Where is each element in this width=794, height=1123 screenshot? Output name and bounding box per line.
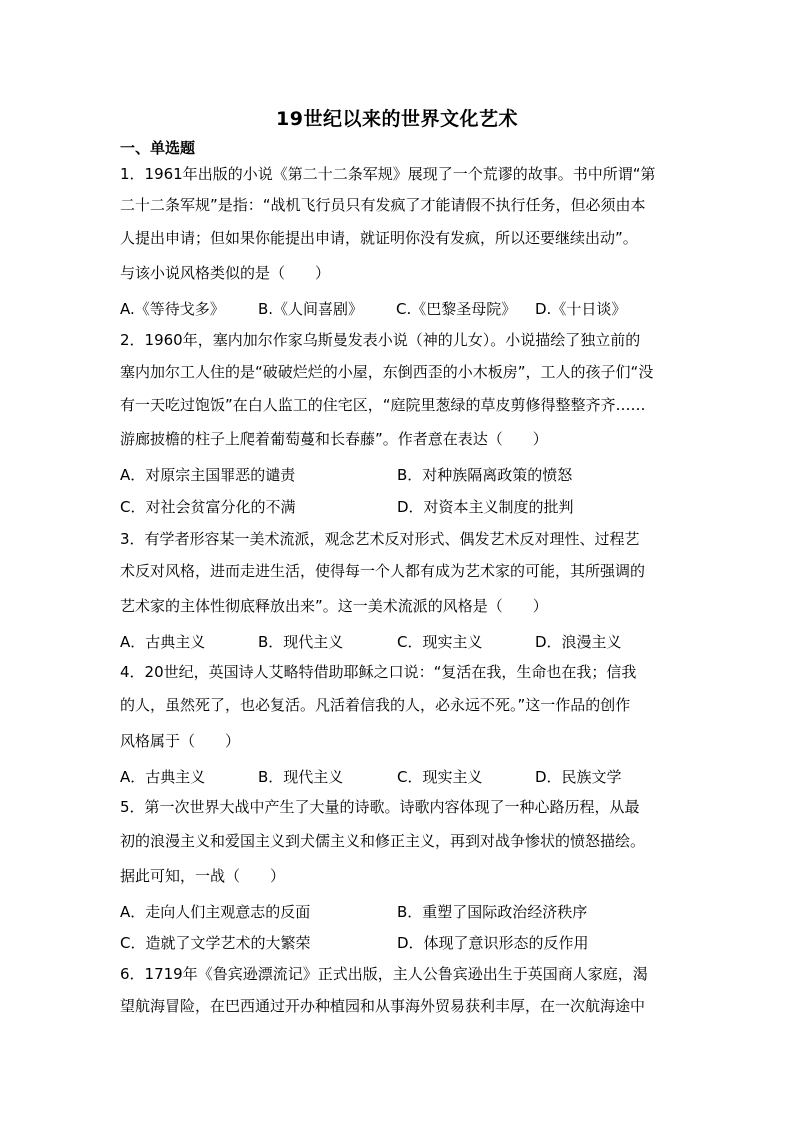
question-6-line-2: 望航海冒险，在巴西通过开办种植园和从事海外贸易获利丰厚，在一次航海途中 <box>120 997 646 1015</box>
question-4-option-a[interactable]: A．古典主义 <box>120 768 206 786</box>
question-2-line-1: 2．1960年，塞内加尔作家乌斯曼发表小说（神的儿女）。小说描绘了独立前的 <box>120 331 641 349</box>
question-3-line-3: 艺术家的主体性彻底释放出来”。这一美术流派的风格是（ ） <box>120 597 548 615</box>
question-3-line-1: 3．有学者形容某一美术流派，观念艺术反对形式、偶发艺术反对理性、过程艺 <box>120 530 640 548</box>
question-1-option-c[interactable]: C.《巴黎圣母院》 <box>396 300 517 318</box>
question-3-line-2: 术反对风格，进而走进生活，使得每一个人都有成为艺术家的可能，其所强调的 <box>120 562 646 580</box>
question-1-option-b[interactable]: B.《人间喜剧》 <box>258 300 364 318</box>
question-4-line-3: 风格属于（ ） <box>120 732 241 750</box>
question-2-option-b[interactable]: B．对种族隔离政策的愤怒 <box>397 466 573 484</box>
question-2-line-3: 有一天吃过饱饭”在白人监工的住宅区，“庭院里葱绿的草皮剪修得整整齐齐…… <box>120 396 646 414</box>
question-2-option-d[interactable]: D．对资本主义制度的批判 <box>397 498 574 516</box>
question-2-option-a[interactable]: A．对原宗主国罪恶的谴责 <box>120 466 296 484</box>
question-1-line-2: 二十二条军规”是指：“战机飞行员只有发疯了才能请假不执行任务，但必须由本 <box>120 196 646 214</box>
question-4-line-2: 的人，虽然死了，也必复活。凡活着信我的人，必永远不死。”这一作品的创作 <box>120 696 631 714</box>
question-2-line-2: 塞内加尔工人住的是“破破烂烂的小屋，东倒西歪的小木板房”，工人的孩子们“没 <box>120 363 654 381</box>
question-5-line-1: 5．第一次世界大战中产生了大量的诗歌。诗歌内容体现了一种心路历程，从最 <box>120 798 640 816</box>
question-2-line-4: 游廊披檐的柱子上爬着葡萄蔓和长春藤”。作者意在表达（ ） <box>120 430 548 448</box>
question-6-line-1: 6．1719年《鲁宾逊漂流记》正式出版，主人公鲁宾逊出生于英国商人家庭，渴 <box>120 965 648 983</box>
question-1-option-a[interactable]: A.《等待戈多》 <box>120 300 225 318</box>
question-4-option-d[interactable]: D．民族文学 <box>535 768 622 786</box>
question-5-option-c[interactable]: C．造就了文学艺术的大繁荣 <box>120 934 311 952</box>
question-4-option-b[interactable]: B．现代主义 <box>258 768 344 786</box>
question-1-option-d[interactable]: D.《十日谈》 <box>535 300 627 318</box>
question-3-option-b[interactable]: B．现代主义 <box>258 633 344 651</box>
question-4-option-c[interactable]: C．现实主义 <box>397 768 483 786</box>
question-5-option-d[interactable]: D．体现了意识形态的反作用 <box>397 934 589 952</box>
question-1-line-3: 人提出申请；但如果你能提出申请，就证明你没有发疯，所以还要继续出动”。 <box>120 229 638 247</box>
question-3-option-a[interactable]: A．古典主义 <box>120 633 206 651</box>
question-5-option-a[interactable]: A．走向人们主观意志的反面 <box>120 903 311 921</box>
question-5-option-b[interactable]: B．重塑了国际政治经济秩序 <box>397 903 588 921</box>
page-title: 19世纪以来的世界文化艺术 <box>276 108 518 130</box>
question-5-line-2: 初的浪漫主义和爱国主义到犬儒主义和修正主义，再到对战争惨状的愤怒描绘。 <box>120 832 646 850</box>
question-3-option-d[interactable]: D．浪漫主义 <box>535 633 622 651</box>
question-1-line-4: 与该小说风格类似的是（ ） <box>120 264 331 282</box>
question-5-line-3: 据此可知，一战（ ） <box>120 867 286 885</box>
question-4-line-1: 4．20世纪，英国诗人艾略特借助耶稣之口说：“复活在我，生命也在我；信我 <box>120 663 637 681</box>
question-1-line-1: 1．1961年出版的小说《第二十二条军规》展现了一个荒谬的故事。书中所谓“第 <box>120 165 656 183</box>
section-heading: 一、单选题 <box>120 139 196 157</box>
question-3-option-c[interactable]: C．现实主义 <box>397 633 483 651</box>
question-2-option-c[interactable]: C．对社会贫富分化的不满 <box>120 498 296 516</box>
